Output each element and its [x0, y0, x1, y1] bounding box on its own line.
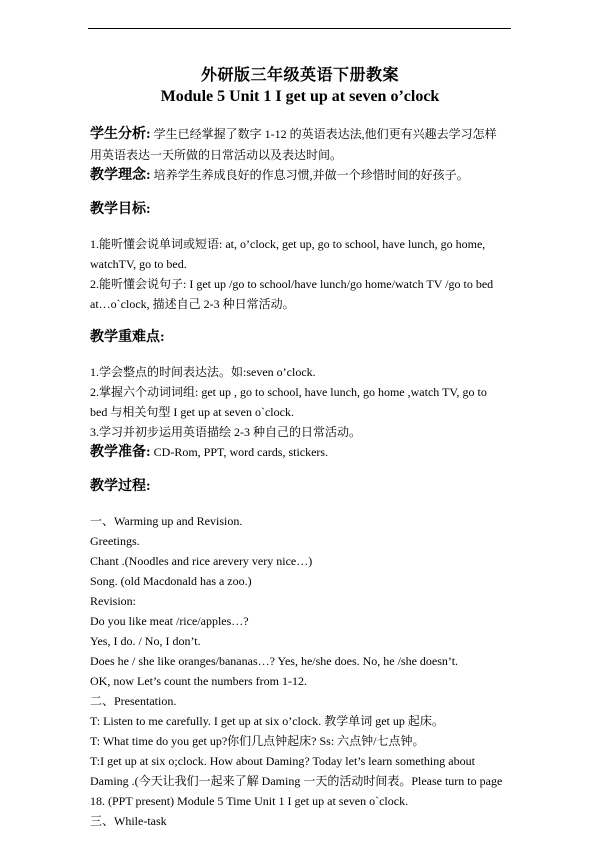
- difficulty-2-line-2: bed 与相关句型 I get up at seven o`clock.: [90, 405, 294, 419]
- process-lines: [90, 511, 510, 831]
- document-body: [90, 66, 510, 831]
- objective-1-line-2: watchTV, go to bed.: [90, 257, 187, 271]
- analysis-text-1: 学生已经掌握了数字 1-12 的英语表达法,他们更有兴趣去学习怎样: [153, 127, 497, 141]
- process-line: T: Listen to me carefully. I get up at six o’clock. 教学单词 get up 起床。: [90, 714, 444, 728]
- process-line: Song. (old Macdonald has a zoo.): [90, 574, 252, 588]
- preparation-label: 教学准备:: [90, 445, 151, 460]
- objective-1-line-1: 1.能听懂会说单词或短语: at, o’clock, get up, go to school, have lunch, go home,: [90, 237, 486, 251]
- difficulty-2-line-1: 2.掌握六个动词词组: get up , go to school, have lunch, go home ,watch TV, go to: [90, 385, 487, 399]
- process-heading: 教学过程:: [90, 479, 151, 494]
- objective-2-line-1: 2.能听懂会说句子: I get up /go to school/have lunch/go home/watch TV /go to bed: [90, 277, 494, 291]
- process-line: 18. (PPT present) Module 5 Time Unit 1 I get up at seven o`clock.: [90, 794, 409, 808]
- process-line: Do you like meat /rice/apples…?: [90, 614, 249, 628]
- process-line: OK, now Let’s count the numbers from 1-12.: [90, 674, 307, 688]
- title-english: Module 5 Unit 1 I get up at seven o’clock: [160, 88, 440, 105]
- process-line: Chant .(Noodles and rice arevery very nice…): [90, 554, 313, 568]
- difficulty-3: 3.学习并初步运用英语描绘 2-3 种自己的日常活动。: [90, 425, 361, 439]
- analysis-label: 学生分析:: [90, 127, 151, 142]
- objective-2-line-2: at…o`clock, 描述自己 2-3 种日常活动。: [90, 297, 295, 311]
- process-line: Does he / she like oranges/bananas…? Yes, he/she does. No, he /she doesn’t.: [90, 654, 459, 668]
- objectives-heading: 教学目标:: [90, 202, 151, 217]
- analysis-line-2: 用英语表达一天所做的日常活动以及表达时间。: [90, 148, 343, 162]
- preparation-text: CD-Rom, PPT, word cards, stickers.: [153, 445, 329, 459]
- philosophy-line: [90, 165, 510, 186]
- process-line: 二、Presentation.: [90, 694, 177, 708]
- process-line: T:I get up at six o;clock. How about Daming? Today let’s learn something about: [90, 754, 475, 768]
- difficulties-heading: 教学重难点:: [90, 330, 165, 345]
- process-line: 一、Warming up and Revision.: [90, 514, 243, 528]
- analysis-line-1: [90, 124, 510, 145]
- philosophy-text: 培养学生养成良好的作息习惯,并做一个珍惜时间的好孩子。: [153, 168, 469, 182]
- preparation-line: [90, 442, 510, 463]
- process-line: Yes, I do. / No, I don’t.: [90, 634, 201, 648]
- process-line: Greetings.: [90, 534, 140, 548]
- process-line: Revision:: [90, 594, 137, 608]
- philosophy-label: 教学理念:: [90, 168, 151, 183]
- difficulty-1: 1.学会整点的时间表达法。如:seven o’clock.: [90, 365, 316, 379]
- process-line: T: What time do you get up?你们几点钟起床? Ss: 六点钟/七点钟。: [90, 734, 425, 748]
- process-line: Daming .(今天让我们一起来了解 Daming 一天的活动时间表。Please turn to page: [90, 774, 503, 788]
- header-rule: [88, 28, 511, 29]
- title-chinese: 外研版三年级英语下册教案: [200, 67, 399, 84]
- process-line: 三、While-task: [90, 814, 167, 828]
